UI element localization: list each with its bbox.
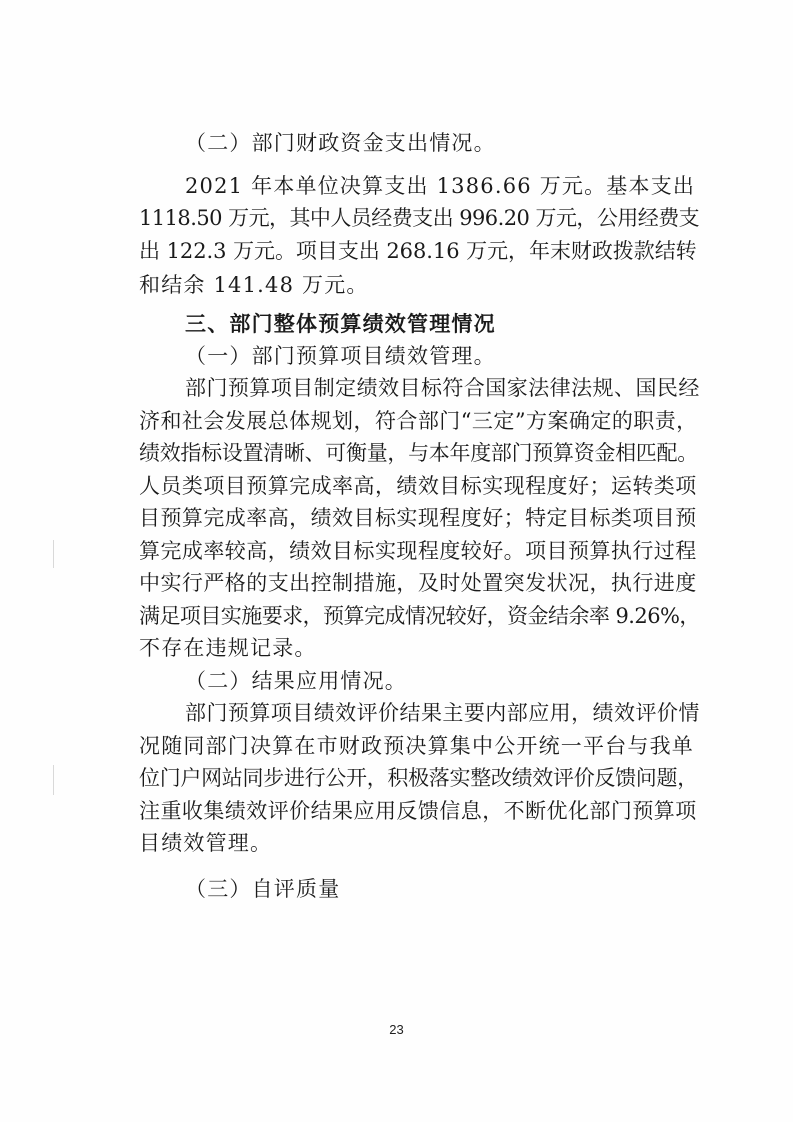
paragraph-line: 目绩效管理。	[139, 831, 273, 855]
scan-artifact	[53, 540, 54, 568]
paragraph-line: 和结余 141.48 万元。	[139, 273, 369, 297]
paragraph-line: 部门预算项目绩效评价结果主要内部应用，绩效评价情	[185, 701, 700, 725]
paragraph-line: 1118.50 万元，其中人员经费支出 996.20 万元，公用经费支	[139, 206, 700, 230]
paragraph-line: 部门预算项目制定绩效目标符合国家法律法规、国民经	[185, 376, 700, 400]
paragraph-line: 不存在违规记录。	[139, 636, 317, 660]
paragraph-line: 算完成率较高，绩效目标实现程度较好。项目预算执行过程	[139, 539, 697, 563]
paragraph-line: 出 122.3 万元。项目支出 268.16 万元，年末财政拨款结转	[139, 239, 697, 263]
paragraph-line: 济和社会发展总体规划，符合部门“三定”方案确定的职责，	[139, 409, 698, 433]
paragraph-line: 满足项目实施要求，预算完成情况较好，资金结余率 9.26%，	[139, 604, 700, 628]
subsection-heading-project-performance: （一）部门预算项目绩效管理。	[185, 344, 496, 368]
paragraph-line: 位门户网站同步进行公开，积极落实整改绩效评价反馈问题，	[139, 766, 698, 790]
paragraph-line: 人员类项目预算完成率高，绩效目标实现程度好；运转类项	[139, 474, 697, 498]
subsection-heading-self-evaluation: （三）自评质量	[185, 877, 341, 901]
scan-artifact	[53, 765, 54, 795]
paragraph-line: 注重收集绩效评价结果应用反馈信息，不断优化部门预算项	[139, 799, 697, 823]
section-heading-expenditure: （二）部门财政资金支出情况。	[185, 131, 496, 155]
paragraph-line: 绩效指标设置清晰、可衡量，与本年度部门预算资金相匹配。	[139, 441, 698, 465]
paragraph-line: 况随同部门决算在市财政预决算集中公开统一平台与我单	[139, 734, 694, 758]
subsection-heading-results-application: （二）结果应用情况。	[185, 669, 407, 693]
paragraph-line: 2021 年本单位决算支出 1386.66 万元。基本支出	[185, 174, 696, 198]
page-number: 23	[389, 1022, 404, 1037]
paragraph-line: 目预算完成率高，绩效目标实现程度好；特定目标类项目预	[139, 506, 697, 530]
section-heading-performance-management: 三、部门整体预算绩效管理情况	[185, 312, 496, 336]
paragraph-line: 中实行严格的支出控制措施，及时处置突发状况，执行进度	[139, 571, 697, 595]
